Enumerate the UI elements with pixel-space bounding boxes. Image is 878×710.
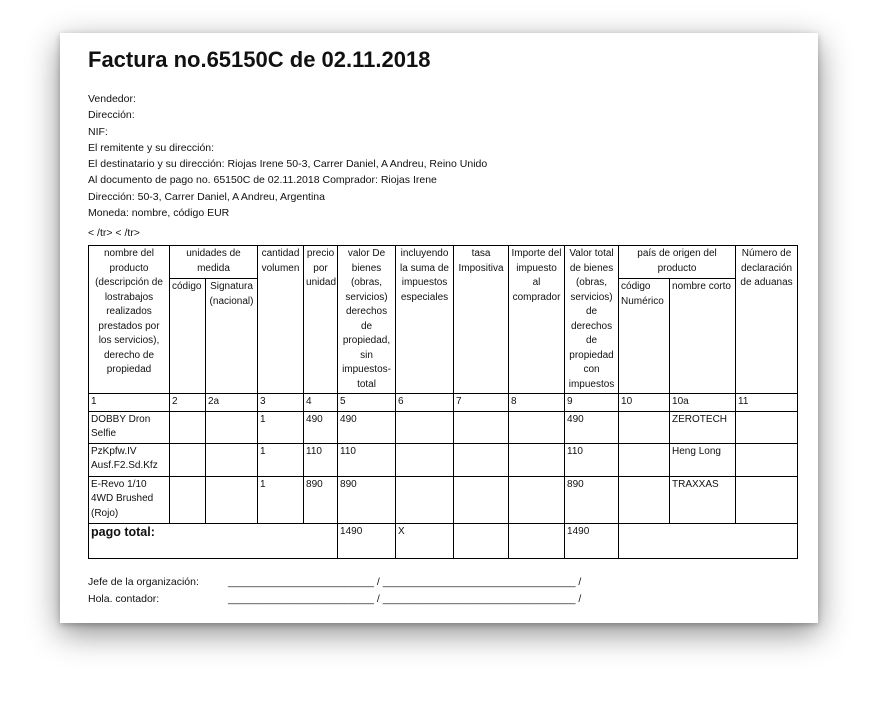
total-row — [89, 523, 798, 558]
column-number: 1 — [89, 394, 170, 412]
column-numbers-row — [89, 394, 798, 412]
total-label: pago total: — [89, 523, 338, 558]
column-number: 9 — [565, 394, 619, 412]
column-number: 6 — [396, 394, 454, 412]
tax-amount — [509, 443, 565, 476]
column-number: 2 — [170, 394, 206, 412]
tax-rate — [454, 443, 509, 476]
recipient-line: El destinatario y su dirección: Riojas Irene 50-3, Carrer Daniel, A Andreu, Reino Unido — [88, 158, 488, 171]
value-no-tax: 490 — [338, 411, 396, 443]
signatures — [88, 574, 581, 608]
invoice-title: Factura no.65150C de 02.11.2018 — [88, 47, 431, 72]
customs-number — [736, 443, 798, 476]
unit-price: 890 — [304, 476, 338, 523]
origin-code — [619, 476, 670, 523]
sender-line: El remitente y su dirección: — [88, 141, 215, 154]
total-with-tax: 490 — [565, 411, 619, 443]
signature-line: _________________________ / _________________________________ / — [228, 576, 582, 588]
header-excise: incluyendo la suma de impuestos especiales — [396, 246, 454, 394]
excise — [396, 476, 454, 523]
tax-rate — [454, 476, 509, 523]
quantity: 1 — [258, 476, 304, 523]
unit-price: 490 — [304, 411, 338, 443]
invoice-table — [88, 245, 798, 559]
header-origin: país de origen del producto — [619, 246, 736, 279]
header-signatura: Signatura (nacional) — [206, 279, 258, 394]
table-row — [89, 411, 798, 443]
product-name: E-Revo 1/10 4WD Brushed (Rojo) — [89, 476, 170, 523]
tax-amount — [509, 411, 565, 443]
product-name: DOBBY Dron Selfie — [89, 411, 170, 443]
column-number: 7 — [454, 394, 509, 412]
total-with-tax: 1490 — [565, 523, 619, 558]
origin-code — [619, 411, 670, 443]
total-empty — [619, 523, 798, 558]
unit-signatura — [206, 411, 258, 443]
unit-code — [170, 411, 206, 443]
column-number: 4 — [304, 394, 338, 412]
header-value: valor De bienes (obras, servicios) derechos de propiedad, sin impuestos-total — [338, 246, 396, 394]
header-row-1 — [89, 246, 798, 279]
seller-line: Vendedor: — [88, 93, 136, 105]
table-row — [89, 476, 798, 523]
signature-head — [88, 574, 581, 591]
unit-code — [170, 443, 206, 476]
accountant-label: Hola. contador: — [88, 593, 160, 605]
unit-price: 110 — [304, 443, 338, 476]
header-price: precio por unidad — [304, 246, 338, 394]
nif-line: NIF: — [88, 125, 108, 138]
head-label: Jefe de la organización: — [88, 576, 199, 588]
column-number: 8 — [509, 394, 565, 412]
invoice-info — [88, 91, 487, 242]
header-code: código — [170, 279, 206, 394]
total-with-tax: 110 — [565, 443, 619, 476]
unit-code — [170, 476, 206, 523]
buyer-address-line: Dirección: 50-3, Carrer Daniel, A Andreu, Argentina — [88, 190, 325, 203]
customs-number — [736, 476, 798, 523]
excise — [396, 443, 454, 476]
header-origin-name: nombre corto — [670, 279, 736, 394]
column-number: 10a — [670, 394, 736, 412]
column-number: 3 — [258, 394, 304, 412]
value-no-tax: 890 — [338, 476, 396, 523]
column-number: 11 — [736, 394, 798, 412]
total-excise: X — [396, 523, 454, 558]
origin-name: TRAXXAS — [670, 476, 736, 523]
excise — [396, 411, 454, 443]
column-number: 5 — [338, 394, 396, 412]
header-tax-amount: Importe del impuesto al comprador — [509, 246, 565, 394]
column-number: 10 — [619, 394, 670, 412]
currency-line: Moneda: nombre, código EUR — [88, 207, 230, 220]
origin-name: ZEROTECH — [670, 411, 736, 443]
total-value: 1490 — [338, 523, 396, 558]
product-name: PzKpfw.IV Ausf.F2.Sd.Kfz — [89, 443, 170, 476]
signature-accountant — [88, 591, 581, 608]
header-total-value: Valor total de bienes (obras, servicios) de derechos de propiedad con impuestos — [565, 246, 619, 394]
header-customs: Número de declaración de aduanas — [736, 246, 798, 394]
quantity: 1 — [258, 443, 304, 476]
customs-number — [736, 411, 798, 443]
unit-signatura — [206, 476, 258, 523]
payment-document-line: Al documento de pago no. 65150C de 02.11.2018 Comprador: Riojas Irene — [88, 174, 437, 187]
quantity: 1 — [258, 411, 304, 443]
header-tax-rate: tasa Impositiva — [454, 246, 509, 394]
header-origin-code: código Numérico — [619, 279, 670, 394]
header-product: nombre del producto (descripción de lostrabajos realizados prestados por los servicios), derecho de propiedad — [89, 246, 170, 394]
signature-line: _________________________ / _________________________________ / — [228, 593, 582, 605]
total-tax-amount — [509, 523, 565, 558]
origin-code — [619, 443, 670, 476]
total-with-tax: 890 — [565, 476, 619, 523]
value-no-tax: 110 — [338, 443, 396, 476]
tax-amount — [509, 476, 565, 523]
invoice-page — [60, 33, 818, 623]
tax-rate — [454, 411, 509, 443]
tr-marker: < /tr> < /tr> — [88, 227, 140, 240]
origin-name: Heng Long — [670, 443, 736, 476]
column-number: 2a — [206, 394, 258, 412]
table-row — [89, 443, 798, 476]
address-line: Dirección: — [88, 109, 135, 122]
unit-signatura — [206, 443, 258, 476]
header-quantity: cantidad volumen — [258, 246, 304, 394]
total-empty — [454, 523, 509, 558]
header-units: unidades de medida — [170, 246, 258, 279]
